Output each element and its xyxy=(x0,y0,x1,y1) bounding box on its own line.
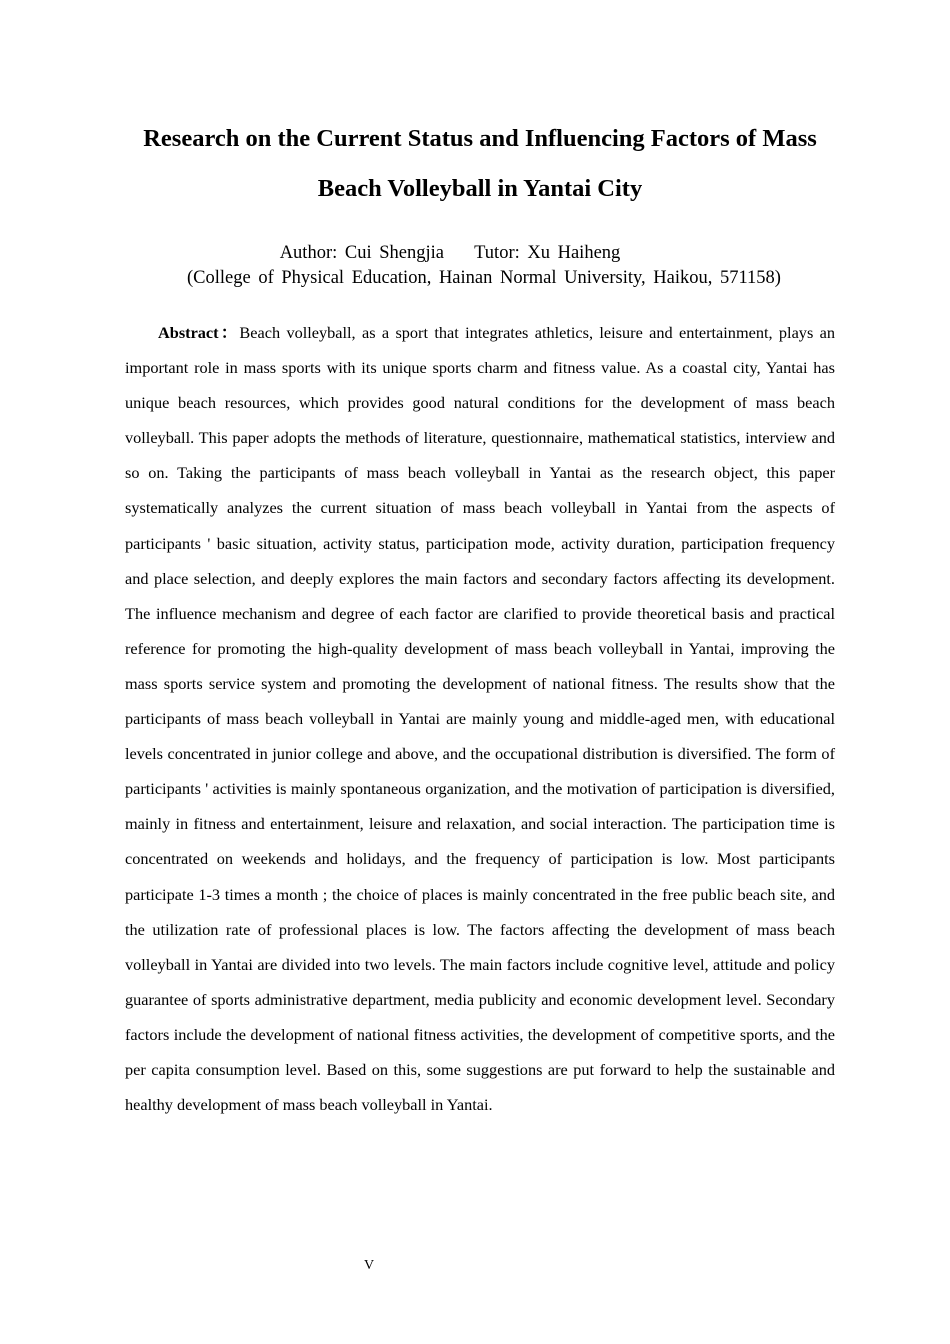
affiliation: (College of Physical Education, Hainan Normal University, Haikou, 571158) xyxy=(187,268,781,288)
tutor-label: Tutor: xyxy=(474,243,520,263)
abstract xyxy=(125,315,835,1122)
author-byline xyxy=(0,240,900,266)
page-number: V xyxy=(364,1258,375,1273)
abstract-text: Beach volleyball, as a sport that integrates athletics, leisure and entertainment, plays an important role in mass sports with its unique sports charm and fitness value. As a coastal city, Yantai has unique beach resources, which provides good natural conditions for the development of mass beach volleyball. This paper adopts the methods of literature, questionnaire, mathematical statistics, interview and so on. Taking the participants of mass beach volleyball in Yantai as the research object, this paper systematically analyzes the current situation of mass beach volleyball in Yantai from the aspects of participants ' basic situation, activity status, participation mode, activity duration, participation frequency and place selection, and deeply explores the main factors and secondary factors affecting its development. The influence mechanism and degree of each factor are clarified to provide theoretical basis and practical reference for promoting the high-quality development of mass beach volleyball in Yantai, improving the mass sports service system and promoting the development of national fitness. The results show that the participants of mass beach volleyball in Yantai are mainly young and middle-aged men, with educational levels concentrated in junior college and above, and the occupational distribution is diversified. The form of participants ' activities is mainly spontaneous organization, and the motivation of participation is diversified, mainly in fitness and entertainment, leisure and relaxation, and social interaction. The participation time is concentrated on weekends and holidays, and the frequency of participation is low. Most participants participate 1-3 times a month ; the choice of places is mainly concentrated in the free public beach site, and the utilization rate of professional places is low. The factors affecting the development of mass beach volleyball in Yantai are divided into two levels. The main factors include cognitive level, attitude and policy guarantee of sports administrative department, media publicity and economic development level. Secondary factors include the development of national fitness activities, the development of competitive sports, and the per capita consumption level. Based on this, some suggestions are put forward to help the sustainable and healthy development of mass beach volleyball in Yantai. xyxy=(125,323,835,1115)
abstract-label: Abstract： xyxy=(158,323,240,342)
paper-title-line-1: Research on the Current Status and Influencing Factors of Mass xyxy=(143,125,817,152)
paper-title-line-2: Beach Volleyball in Yantai City xyxy=(317,175,643,202)
author-label: Author: xyxy=(279,243,338,263)
tutor-name: Xu Haiheng xyxy=(527,243,621,263)
paper-title xyxy=(80,114,880,214)
author-name: Cui Shengjia xyxy=(344,243,444,263)
